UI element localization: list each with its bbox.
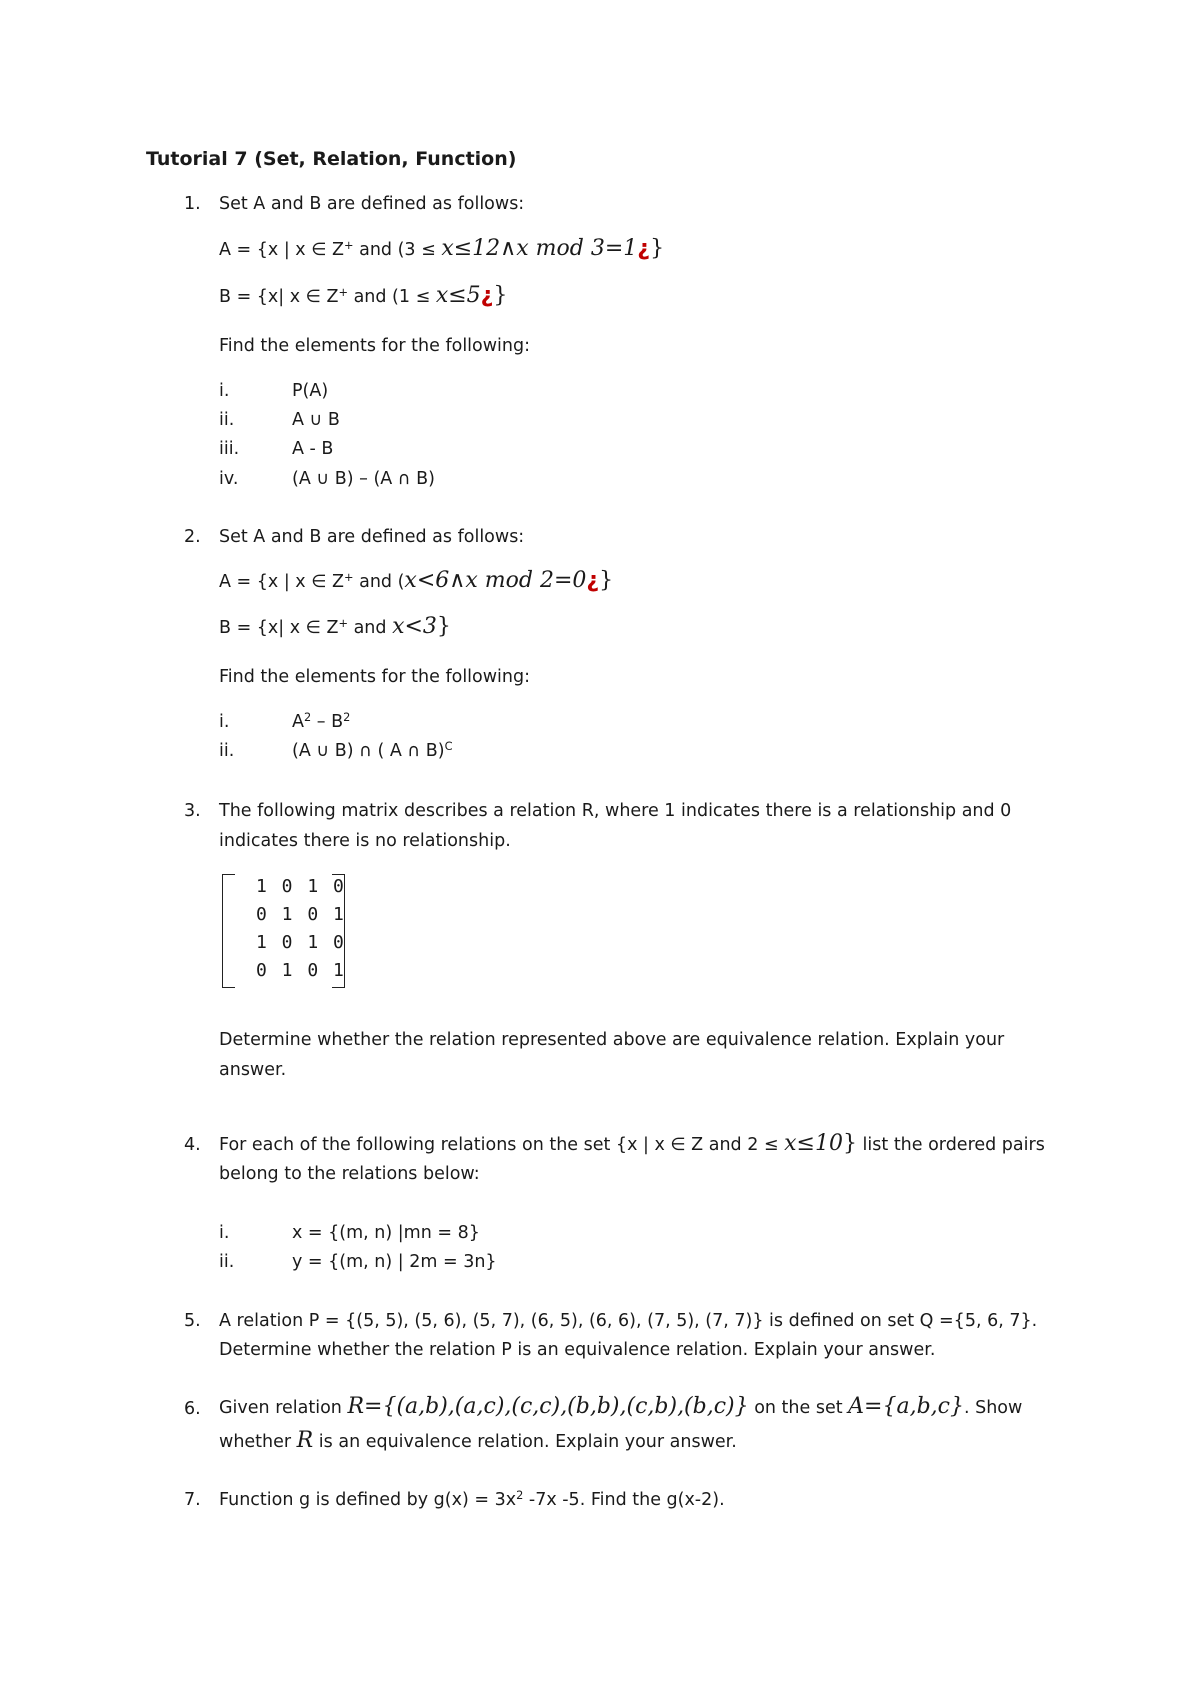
matrix-row: 0 1 0 1 <box>256 960 346 981</box>
q6-text-line1: Given relation R={(a,b),(a,c),(c,c),(b,b),(c,b),(b,c)} on the set A={a,b,c}. Show <box>219 1394 1023 1419</box>
q1-set-a: A = {x | x ∈ Z+ and (3 ≤ x≤12∧x mod 3=1¿} <box>219 236 665 261</box>
q4-text-line2: belong to the relations below: <box>219 1164 480 1184</box>
page-title: Tutorial 7 (Set, Relation, Function) <box>146 148 517 170</box>
q5-text-line1: A relation P = {(5, 5), (5, 6), (5, 7), (6, 5), (6, 6), (7, 5), (7, 7)} is defined on set Q ={5, 6, 7}. <box>219 1311 1038 1331</box>
q4-item-number: ii. <box>219 1252 235 1272</box>
q2-item-text: $A^2 - B^2$ <box>292 709 351 732</box>
q4-item-text: y = {(m, n) | 2m = 3n} <box>292 1252 497 1272</box>
q1-item-number: ii. <box>219 410 235 430</box>
q4-item-number: i. <box>219 1223 230 1243</box>
q1-item-text: P(A) <box>292 381 329 401</box>
matrix-row: 1 0 1 0 <box>256 876 346 897</box>
q2-text: Set A and B are defined as follows: <box>219 527 525 547</box>
q5-number: 5. <box>184 1311 201 1331</box>
q6-text-line2: whether R is an equivalence relation. Explain your answer. <box>219 1428 737 1453</box>
q1-item-number: i. <box>219 381 230 401</box>
q3-determine-line2: answer. <box>219 1060 287 1080</box>
q2-set-b: B = {x| x ∈ Z+ and x<3} <box>219 614 451 639</box>
q4-item-text: x = {(m, n) |mn = 8} <box>292 1223 480 1243</box>
q6-number: 6. <box>184 1399 201 1419</box>
q4-text-line1: For each of the following relations on the set {x | x ∈ Z and 2 ≤ x≤10} list the ordered pairs <box>219 1131 1045 1156</box>
q1-item-number: iii. <box>219 439 240 459</box>
q4-number: 4. <box>184 1135 201 1155</box>
q1-text: Set A and B are defined as follows: <box>219 194 525 214</box>
q1-item-text: A ∪ B <box>292 410 340 430</box>
q2-number: 2. <box>184 527 201 547</box>
q7-text: Function g is defined by $g(x) = 3x^2$ -7x -5. Find the g(x-2). <box>219 1487 725 1510</box>
q2-find-text: Find the elements for the following: <box>219 667 531 687</box>
matrix-row: 1 0 1 0 <box>256 932 346 953</box>
q5-text-line2: Determine whether the relation P is an equivalence relation. Explain your answer. <box>219 1340 936 1360</box>
q1-item-number: iv. <box>219 469 239 489</box>
q3-text-line2: indicates there is no relationship. <box>219 831 511 851</box>
matrix-row: 0 1 0 1 <box>256 904 346 925</box>
q1-number: 1. <box>184 194 201 214</box>
q2-item-number: i. <box>219 712 230 732</box>
q2-item-text: (A ∪ B) ∩ ( A ∩ B)$^C$ <box>292 738 453 761</box>
q3-text-line1: The following matrix describes a relation R, where 1 indicates there is a relationship and 0 <box>219 801 1012 821</box>
q2-set-a: A = {x | x ∈ Z+ and (x<6∧x mod 2=0¿} <box>219 568 614 593</box>
q1-item-text: A - B <box>292 439 334 459</box>
q1-set-b: B = {x| x ∈ Z+ and (1 ≤ x≤5¿} <box>219 283 508 308</box>
q7-number: 7. <box>184 1490 201 1510</box>
q1-find-text: Find the elements for the following: <box>219 336 531 356</box>
matrix-left-bracket <box>222 874 235 988</box>
q3-number: 3. <box>184 801 201 821</box>
q2-item-number: ii. <box>219 741 235 761</box>
q3-determine-line1: Determine whether the relation represented above are equivalence relation. Explain your <box>219 1030 1005 1050</box>
q1-item-text: (A ∪ B) – (A ∩ B) <box>292 469 436 489</box>
